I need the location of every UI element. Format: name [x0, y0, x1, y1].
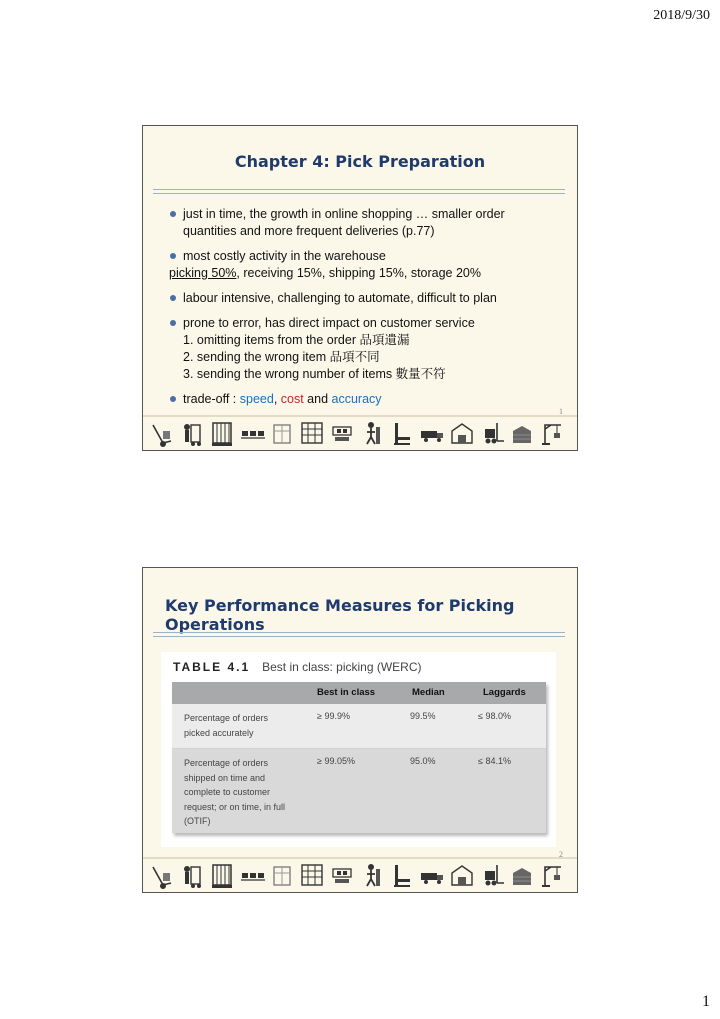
pallet-stack-icon: [212, 865, 232, 888]
table-number: TABLE 4.1: [173, 660, 251, 674]
bullet-text: just in time, the growth in online shopping … smaller order: [183, 207, 505, 221]
crane-icon: [542, 867, 561, 887]
sub-item: 1. omitting items from the order 品項遺漏: [183, 333, 410, 347]
cell-median: 99.5%: [410, 711, 436, 721]
table-caption-text: Best in class: picking (WERC): [262, 660, 422, 674]
title-divider: [153, 632, 565, 637]
column-header: Median: [412, 687, 445, 698]
shelving-rack-icon: [302, 423, 322, 443]
footer-icons: [143, 859, 577, 890]
footer-icons: [143, 417, 577, 448]
bullet-text: most costly activity in the warehouse: [183, 249, 386, 263]
cost-keyword: cost: [280, 392, 304, 406]
lift-icon: [394, 865, 410, 887]
conveyor-boxes-icon: [241, 873, 265, 880]
bullet-dot-icon: [170, 253, 176, 259]
bullet-dot-icon: [170, 211, 176, 217]
slide-title: Key Performance Measures for Picking Operations: [165, 596, 515, 634]
hand-truck-icon: [153, 867, 171, 889]
cell-best: ≥ 99.05%: [317, 756, 355, 766]
column-header: Laggards: [483, 687, 526, 698]
cell-best: ≥ 99.9%: [317, 711, 350, 721]
bullet-dot-icon: [170, 320, 176, 326]
separator-text: and: [303, 392, 332, 406]
column-header: Best in class: [317, 687, 376, 698]
worker-icon: [367, 864, 380, 886]
worker-cart-icon: [184, 424, 201, 446]
footer-icon-strip: [143, 857, 577, 892]
container-icon: [513, 426, 531, 443]
table-body: [172, 682, 546, 833]
shelving-rack-icon: [302, 865, 322, 885]
cell-laggards: ≤ 98.0%: [478, 711, 511, 721]
warehouse-icon: [452, 424, 472, 443]
row-label: Percentage of orders picked accurately: [184, 713, 269, 738]
order-picker-icon: [333, 869, 351, 883]
slide-2: [142, 567, 578, 893]
cell-laggards: ≤ 84.1%: [478, 756, 511, 766]
bullet-text: , receiving 15%, shipping 15%, storage 20%: [236, 266, 481, 280]
container-icon: [513, 868, 531, 885]
bullet-text-continuation: quantities and more frequent deliveries (p.77): [183, 224, 435, 238]
separator-text: ,: [273, 392, 281, 406]
slide-number: 1: [559, 407, 563, 416]
storage-box-icon: [274, 867, 290, 885]
page-number: 1: [702, 993, 710, 1010]
worker-cart-icon: [184, 866, 201, 888]
bullet-item: [169, 248, 561, 282]
truck-icon: [421, 431, 443, 442]
worker-icon: [367, 422, 380, 444]
cell-median: 95.0%: [410, 756, 436, 766]
bullet-item: [169, 391, 561, 408]
bullet-dot-icon: [170, 295, 176, 301]
bullet-item: [169, 315, 561, 383]
bullet-dot-icon: [170, 396, 176, 402]
table-row: [172, 704, 546, 749]
bullet-text: trade-off :: [183, 392, 240, 406]
title-divider: [153, 189, 565, 194]
underlined-text: picking 50%: [169, 266, 237, 280]
order-picker-icon: [333, 427, 351, 441]
hand-truck-icon: [153, 425, 171, 447]
page-date: 2018/9/30: [653, 8, 710, 23]
warehouse-icon: [452, 866, 472, 885]
bullet-text: labour intensive, challenging to automate, difficult to plan: [183, 291, 497, 305]
speed-keyword: speed: [239, 392, 274, 406]
slide-title: Chapter 4: Pick Preparation: [234, 152, 486, 171]
pallet-stack-icon: [212, 423, 232, 446]
conveyor-boxes-icon: [241, 431, 265, 438]
table-row: [172, 749, 546, 833]
bullet-item: [169, 206, 561, 240]
kpi-table: [161, 652, 556, 847]
table-caption: [173, 660, 422, 674]
forklift-icon: [485, 865, 504, 886]
bullet-text-continuation: [169, 265, 561, 282]
crane-icon: [542, 425, 561, 445]
lift-icon: [394, 423, 410, 445]
table-header: [172, 682, 546, 704]
sub-item: 3. sending the wrong number of items 數量不符: [183, 367, 446, 381]
truck-icon: [421, 873, 443, 884]
storage-box-icon: [274, 425, 290, 443]
row-label: Percentage of orders shipped on time and complete to customer request; or on time, in full (OTIF): [184, 758, 286, 826]
bullet-text: prone to error, has direct impact on customer service: [183, 316, 475, 330]
forklift-icon: [485, 423, 504, 444]
bullet-list: [169, 206, 561, 416]
bullet-item: [169, 290, 561, 307]
sub-item: 2. sending the wrong item 品項不同: [183, 350, 380, 364]
footer-icon-strip: [143, 415, 577, 450]
slide-number: 2: [559, 850, 563, 859]
accuracy-keyword: accuracy: [331, 392, 382, 406]
slide-1: [142, 125, 578, 451]
